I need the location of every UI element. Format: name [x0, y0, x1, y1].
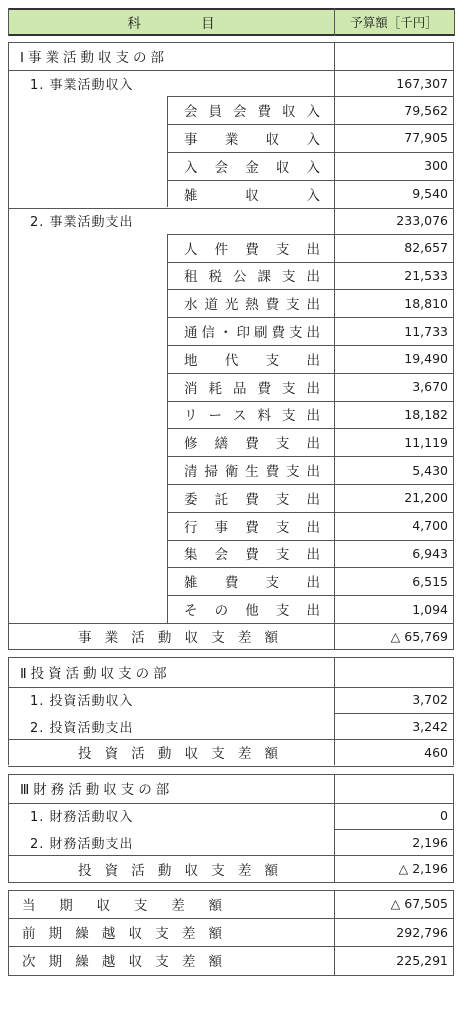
financial-balance: [8, 855, 454, 881]
expense-item-label: 委 託 費 支 出: [184, 491, 320, 508]
income-item-amount: 9,540: [412, 186, 448, 202]
expense-item: [8, 595, 454, 623]
expense-item-amount: 21,200: [404, 490, 448, 506]
income-item-label: 入 会 金 収 入: [184, 159, 320, 176]
expense-item: [8, 567, 454, 595]
expense-item: [8, 289, 454, 317]
total-row-label: 前 期 繰 越 収 支 差 額: [22, 926, 222, 943]
expense-item-label: 集 会 費 支 出: [184, 547, 320, 564]
vertical-rule: [8, 890, 9, 975]
operating-expense-amount: 233,076: [396, 213, 448, 229]
operating-balance-amount: △ 65,769: [390, 628, 448, 644]
expense-item-label: 水 道 光 熱 費 支 出: [184, 297, 320, 314]
vertical-rule: [8, 42, 9, 649]
investment-income-amount: 3,702: [412, 692, 448, 708]
expense-item-label: 雑 費 支 出: [184, 575, 320, 592]
expense-item-label: 租 税 公 課 支 出: [184, 269, 320, 286]
header-row-label: 科 目: [127, 16, 243, 32]
income-item: [8, 152, 454, 180]
expense-item-label: リ ー ス 料 支 出: [184, 408, 320, 425]
expense-item-label: 地 代 支 出: [184, 352, 320, 369]
investment-expense-amount: 3,242: [412, 718, 448, 734]
total-row-amount: △ 67,505: [390, 896, 448, 912]
header-right-rule: [454, 8, 455, 36]
total-row: [8, 918, 454, 946]
operating-title-label: Ⅰ事業活動収支の部: [20, 50, 168, 66]
expense-item-label: 清 掃 衛 生 費 支 出: [184, 464, 320, 481]
expense-item-amount: 18,182: [404, 406, 448, 422]
operating-expense: [8, 208, 454, 234]
operating-title: [8, 42, 454, 70]
financial-income-amount: 0: [440, 808, 448, 824]
expense-item-amount: 6,515: [412, 573, 448, 589]
income-item: [8, 180, 454, 208]
vertical-rule: [453, 774, 454, 882]
expense-item-amount: 11,119: [404, 434, 448, 450]
investment-income-label: 1. 投資活動収入: [30, 694, 134, 710]
vertical-rule: [8, 774, 9, 882]
operating-income: [8, 70, 454, 96]
header-left-rule: [8, 8, 9, 36]
investment-expense: [8, 713, 454, 739]
total-row-amount: 292,796: [396, 924, 448, 940]
vertical-rule: [334, 774, 335, 882]
expense-item: [8, 345, 454, 373]
vertical-rule: [334, 42, 335, 649]
total-row: [8, 946, 454, 974]
rule-line: [8, 882, 454, 883]
expense-item-amount: 19,490: [404, 351, 448, 367]
total-row-amount: 225,291: [396, 952, 448, 968]
expense-item: [8, 428, 454, 456]
expense-item-amount: 5,430: [412, 462, 448, 478]
expense-item-amount: 1,094: [412, 601, 448, 617]
income-item-amount: 77,905: [404, 130, 448, 146]
expense-item-amount: 11,733: [404, 323, 448, 339]
expense-item-amount: 21,533: [404, 267, 448, 283]
financial-expense-amount: 2,196: [412, 834, 448, 850]
expense-item-amount: 4,700: [412, 518, 448, 534]
vertical-rule: [8, 657, 9, 765]
vertical-rule: [453, 890, 454, 975]
investment-title: [8, 657, 454, 686]
income-item: [8, 96, 454, 124]
financial-expense-label: 2. 財務活動支出: [30, 836, 134, 852]
investment-expense-label: 2. 投資活動支出: [30, 720, 134, 736]
total-row-label: 次 期 繰 越 収 支 差 額: [22, 954, 222, 971]
expense-item: [8, 234, 454, 262]
operating-income-label: 1. 事業活動収入: [30, 77, 134, 93]
budget-table: [8, 8, 454, 1014]
expense-item-amount: 18,810: [404, 295, 448, 311]
investment-balance-amount: 460: [424, 744, 448, 760]
operating-income-amount: 167,307: [396, 75, 448, 91]
expense-item: [8, 401, 454, 429]
financial-expense: [8, 829, 454, 855]
expense-item: [8, 456, 454, 484]
expense-item: [8, 512, 454, 540]
financial-income-label: 1. 財務活動収入: [30, 810, 134, 826]
operating-balance: [8, 623, 454, 649]
total-row-label: 当 期 収 支 差 額: [22, 897, 222, 914]
header-row: [8, 8, 454, 36]
income-item-label: 会 員 会 費 収 入: [184, 104, 320, 121]
rule-line: [8, 649, 454, 650]
income-item-label: 雑 収 入: [184, 187, 320, 204]
expense-item: [8, 262, 454, 290]
vertical-rule: [334, 890, 335, 975]
item-column-rule: [167, 96, 168, 207]
expense-item-amount: 82,657: [404, 240, 448, 256]
investment-balance-label: 投 資 活 動 収 支 差 額: [78, 746, 278, 763]
total-row: [8, 890, 454, 918]
vertical-rule: [453, 657, 454, 765]
expense-item-label: 行 事 費 支 出: [184, 519, 320, 536]
income-item-amount: 300: [424, 158, 448, 174]
expense-item-amount: 3,670: [412, 379, 448, 395]
income-item: [8, 124, 454, 152]
vertical-rule: [453, 42, 454, 649]
expense-item: [8, 484, 454, 512]
operating-expense-label: 2. 事業活動支出: [30, 215, 134, 231]
investment-income: [8, 687, 454, 713]
financial-balance-amount: △ 2,196: [398, 861, 448, 877]
item-column-rule: [167, 234, 168, 623]
financial-title-label: Ⅲ財務活動収支の部: [20, 782, 174, 799]
rule-line: [8, 975, 454, 976]
financial-title: [8, 774, 454, 803]
expense-item-label: 消 耗 品 費 支 出: [184, 380, 320, 397]
expense-item: [8, 373, 454, 401]
expense-item-amount: 6,943: [412, 545, 448, 561]
expense-item-label: 人 件 費 支 出: [184, 241, 320, 258]
header-row-amount: 予算額［千円］: [350, 15, 438, 30]
expense-item: [8, 317, 454, 345]
expense-item: [8, 540, 454, 568]
expense-item-label: そ の 他 支 出: [184, 603, 320, 620]
financial-balance-label: 投 資 活 動 収 支 差 額: [78, 862, 278, 879]
rule-line: [8, 766, 454, 767]
income-item-label: 事 業 収 入: [184, 131, 320, 148]
expense-item-label: 通 信 ・ 印 刷 費 支 出: [184, 325, 320, 342]
investment-title-label: Ⅱ投資活動収支の部: [20, 665, 171, 682]
operating-balance-label: 事 業 活 動 収 支 差 額: [78, 630, 278, 647]
expense-item-label: 修 繕 費 支 出: [184, 436, 320, 453]
income-item-amount: 79,562: [404, 102, 448, 118]
financial-income: [8, 803, 454, 829]
header-mid-rule: [334, 8, 335, 36]
vertical-rule: [334, 657, 335, 765]
investment-balance: [8, 739, 454, 765]
